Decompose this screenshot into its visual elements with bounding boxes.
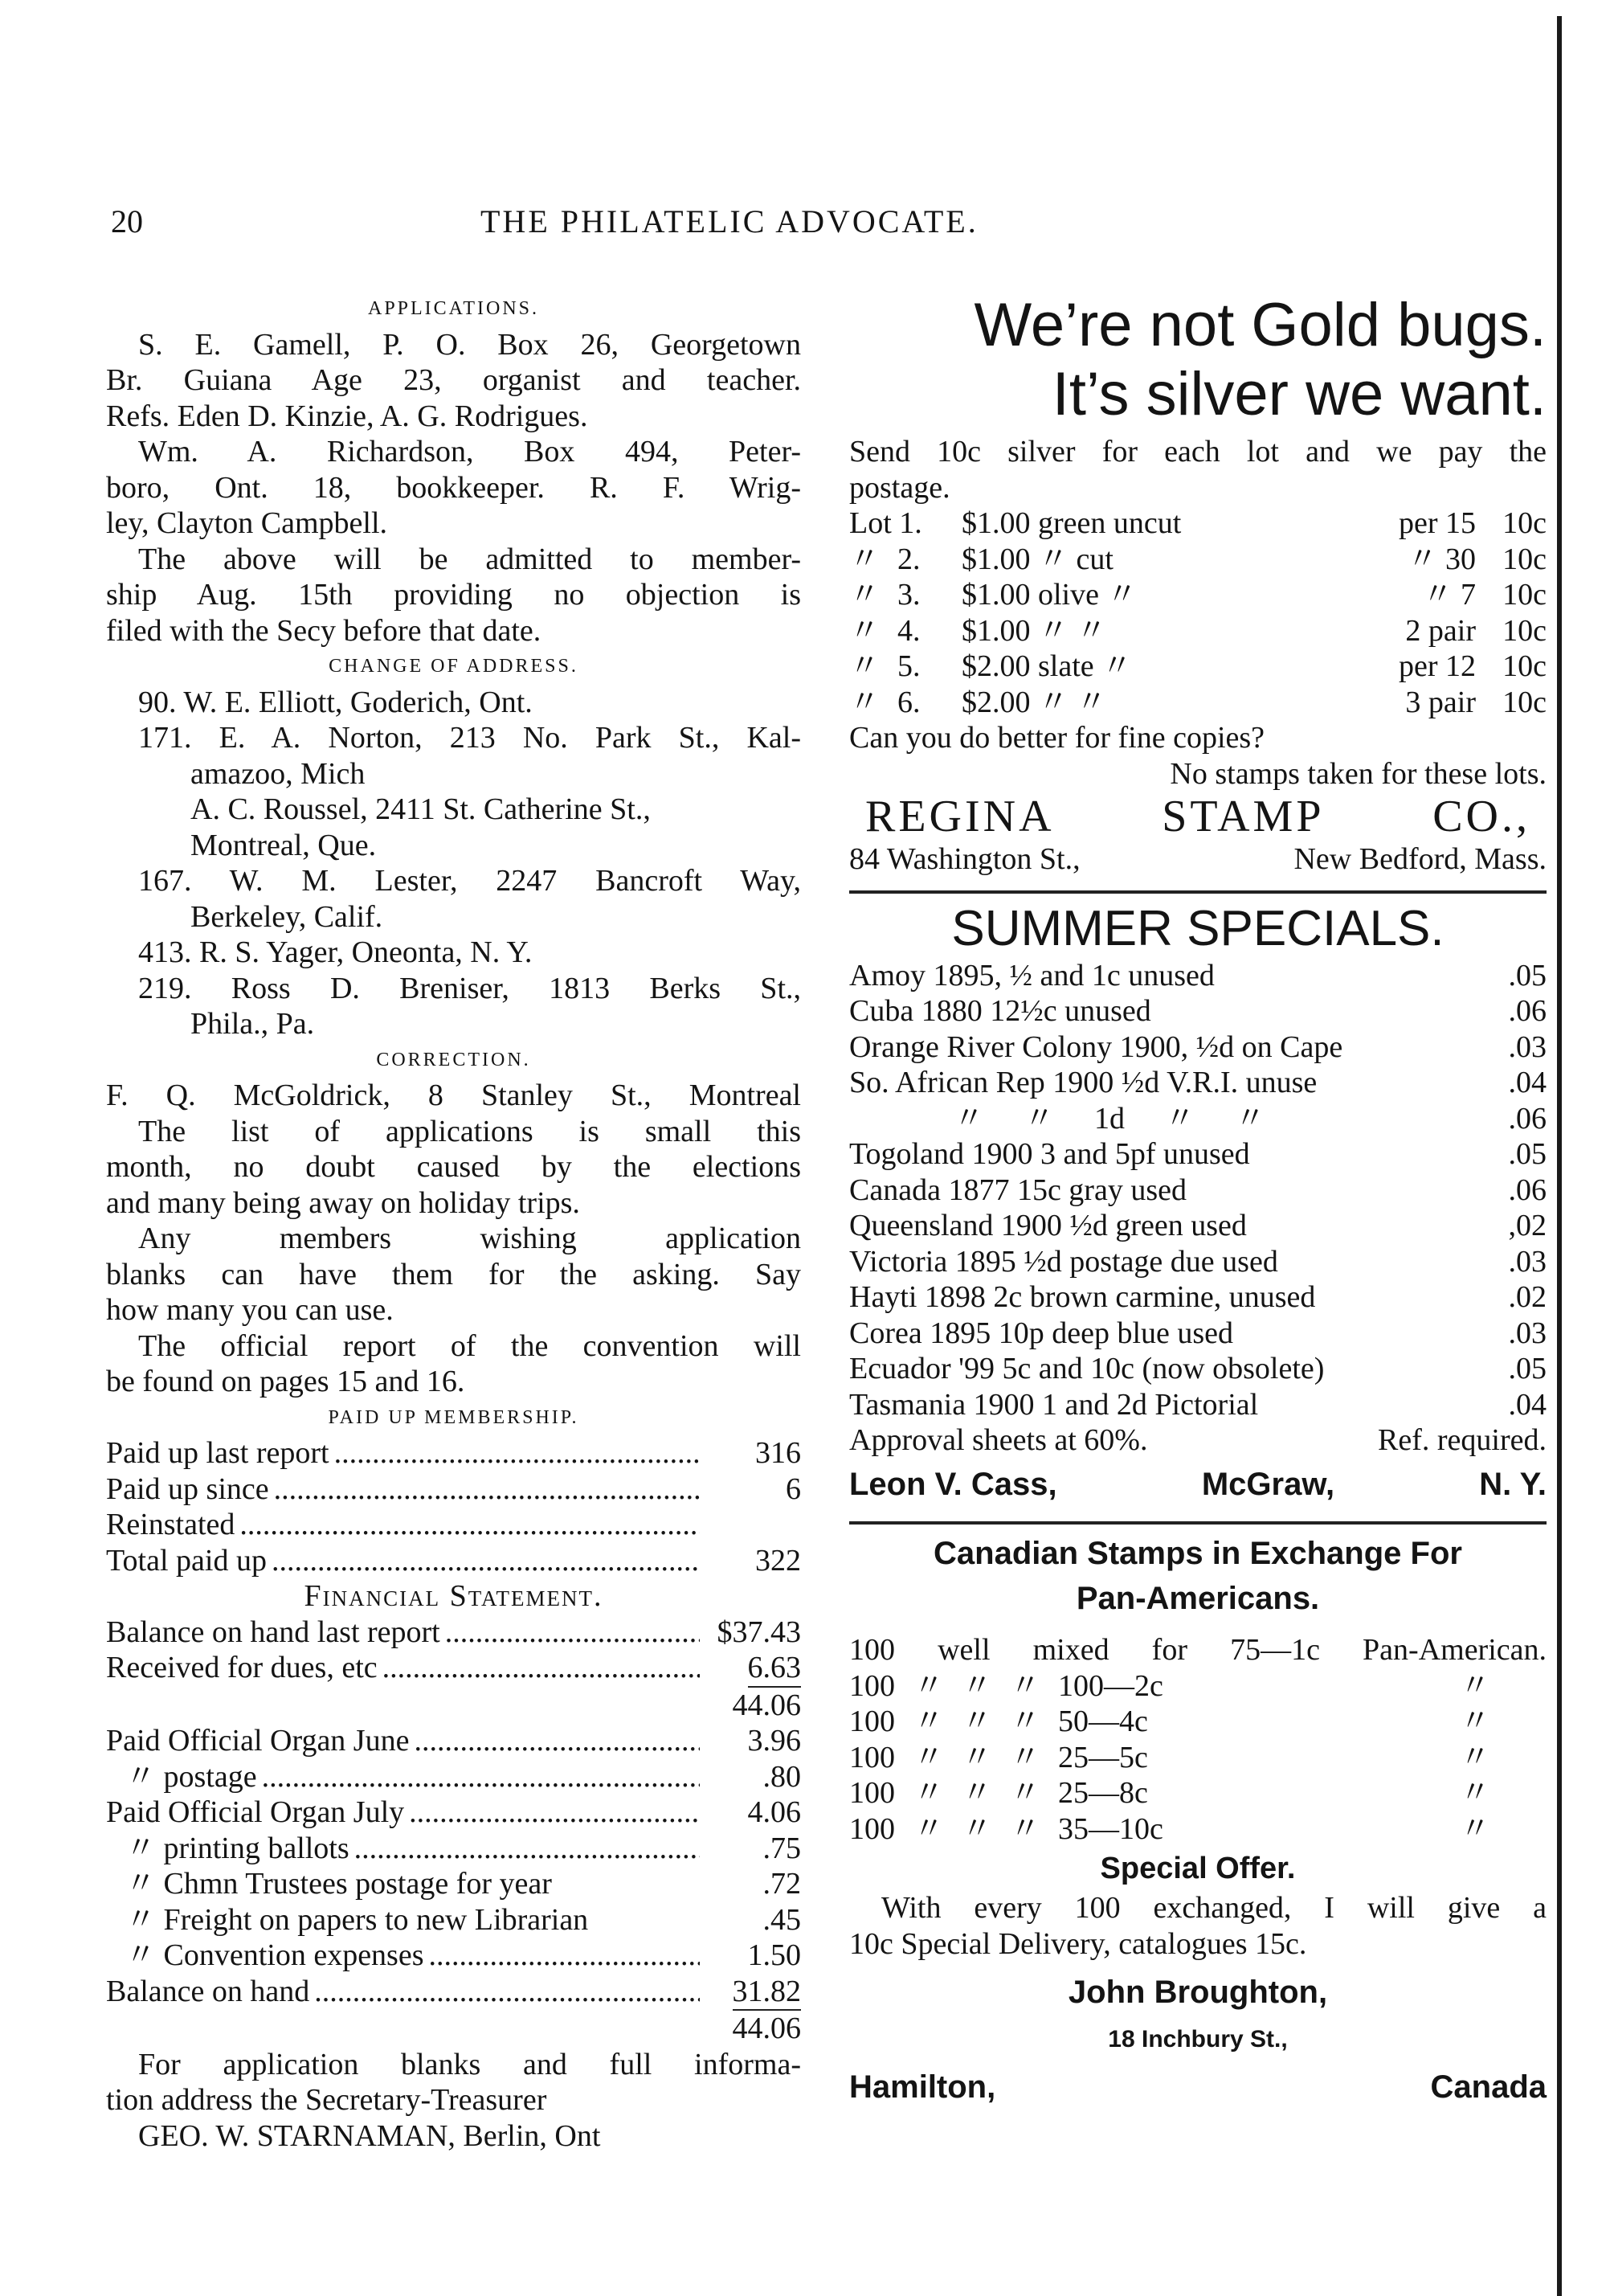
lot-cell <box>1203 613 1363 649</box>
special-item-text: Cuba 1880 12½c unused <box>849 994 1151 1028</box>
right-column <box>849 291 1547 2113</box>
summer-specials-list <box>849 958 1547 1423</box>
special-item-price: .06 <box>1508 994 1547 1028</box>
application-line: filed with the Secy before that date. <box>106 613 541 648</box>
page-number: 20 <box>111 203 143 239</box>
financial-value <box>705 1974 801 2012</box>
silver-ad-intro: Send 10c silver for each lot and we pay the <box>849 435 1547 469</box>
lot-cell: 10c <box>1502 506 1547 540</box>
financial-value <box>705 1650 801 1688</box>
application-line: Wm. A. Richardson, Box 494, Peter- <box>138 435 801 469</box>
special-item <box>849 1136 1547 1173</box>
address-change-line: 90. W. E. Elliott, Goderich, Ont. <box>138 685 533 719</box>
dealer-country: Canada <box>1430 2069 1547 2105</box>
paid-up-membership-heading: PAID UP MEMBERSHIP. <box>328 1406 579 1428</box>
exchange-cell: 25—8c <box>1058 1776 1148 1810</box>
membership-value: 6 <box>786 1471 801 1506</box>
lot-cell: $2.00 〃 〃 <box>962 685 1107 719</box>
special-item-text: Togoland 1900 3 and 5pf unused <box>849 1137 1250 1171</box>
financial-label: Received for dues, etc <box>106 1651 378 1684</box>
approval-line <box>849 1422 1547 1459</box>
exchange-cell: 35—10c <box>1058 1811 1163 1846</box>
exchange-row <box>849 1704 1547 1740</box>
applications-heading: APPLICATIONS. <box>367 298 540 319</box>
financial-row <box>106 1831 801 1867</box>
lot-row <box>849 542 1547 578</box>
special-item-price: .05 <box>1508 958 1547 992</box>
special-item-text: Victoria 1895 ½d postage due used <box>849 1244 1278 1279</box>
ad-divider <box>849 890 1547 894</box>
exchange-cell: 〃 <box>1459 1776 1490 1810</box>
lot-cell <box>1203 577 1363 613</box>
lot-cell: 〃 <box>849 542 881 576</box>
financial-subtotal-row <box>106 1688 801 1724</box>
exchange-cell: 〃 <box>1459 1668 1490 1703</box>
exchange-cell: 100 <box>849 1705 895 1738</box>
financial-value: .72 <box>762 1867 801 1901</box>
special-offer-line: 10c Special Delivery, catalogues 15c. <box>849 1926 1307 1961</box>
special-item <box>849 1244 1547 1280</box>
seller-name: Leon V. Cass, <box>849 1466 1057 1502</box>
special-item-price: .04 <box>1508 1387 1547 1422</box>
application-line: ship Aug. 15th providing no objection is <box>106 578 801 612</box>
special-item-price: .05 <box>1508 1137 1547 1171</box>
special-item-price: ,02 <box>1508 1209 1547 1242</box>
silver-ad-question: Can you do better for fine copies? <box>849 721 1265 755</box>
lot-cell: 3 pair <box>1405 685 1476 719</box>
exchange-cell: 100 <box>849 1668 895 1703</box>
lot-cell: 〃 30 <box>1407 542 1476 576</box>
special-item-text: Tasmania 1900 1 and 2d Pictorial <box>849 1387 1259 1422</box>
lot-cell: 2. <box>897 542 921 576</box>
membership-label: Total paid up <box>106 1543 267 1578</box>
address-change-line: amazoo, Mich <box>190 756 366 791</box>
financial-value: 4.06 <box>747 1795 801 1829</box>
financial-value: 3.96 <box>747 1724 801 1758</box>
special-item-text: Orange River Colony 1900, ½d on Cape <box>849 1029 1343 1064</box>
financial-value: 1.50 <box>747 1938 801 1972</box>
exchange-cell: 〃 <box>913 1705 945 1738</box>
exchange-cell: 100 <box>849 1776 895 1810</box>
membership-row <box>106 1471 801 1508</box>
financial-row <box>106 1795 801 1831</box>
lot-cell: 10c <box>1502 613 1547 648</box>
financial-value: $37.43 <box>717 1615 801 1649</box>
address-change-line: A. C. Roussel, 2411 St. Catherine St., <box>190 792 651 826</box>
seller-town: McGraw, <box>1201 1466 1335 1502</box>
membership-label: Paid up since <box>106 1471 269 1506</box>
exchange-cell: 〃 <box>962 1705 993 1738</box>
financial-value-underlined: 31.82 <box>733 1974 802 2012</box>
exchange-title: Pan-Americans. <box>1076 1581 1320 1616</box>
notice-line: how many you can use. <box>106 1293 394 1327</box>
application-line: Br. Guiana Age 23, organist and teacher. <box>106 363 801 397</box>
membership-row <box>106 1507 801 1543</box>
lot-cell: 2 pair <box>1405 613 1476 648</box>
special-item <box>849 1316 1547 1352</box>
lot-cell: 〃 <box>849 685 881 719</box>
exchange-cell: 〃 <box>1459 1705 1490 1738</box>
publication-title: THE PHILATELIC ADVOCATE. <box>480 203 979 239</box>
company-street: 84 Washington St., <box>849 842 1081 876</box>
special-item-text: 〃 〃 1d 〃 〃 <box>954 1101 1266 1136</box>
lot-cell <box>1203 685 1363 721</box>
financial-label: Balance on hand <box>106 1974 310 2008</box>
lot-cell: Lot 1. <box>849 506 922 540</box>
special-item-price: .05 <box>1508 1352 1547 1385</box>
application-line: ley, Clayton Campbell. <box>106 506 388 540</box>
address-change-line: 167. W. M. Lester, 2247 Bancroft Way, <box>138 864 801 898</box>
lot-cell: 4. <box>897 613 921 648</box>
left-column <box>106 291 801 2154</box>
special-item-price: .06 <box>1508 1173 1547 1207</box>
special-offer-title: Special Offer. <box>1100 1852 1296 1885</box>
correction-line: F. Q. McGoldrick, 8 Stanley St., Montreal <box>106 1078 801 1112</box>
lot-cell: $2.00 slate 〃 <box>962 649 1133 683</box>
special-item-text: So. African Rep 1900 ½d V.R.I. unuse <box>849 1066 1318 1099</box>
address-change-line: Phila., Pa. <box>190 1007 315 1041</box>
special-item <box>849 1173 1547 1209</box>
notice-line: and many being away on holiday trips. <box>106 1185 580 1220</box>
lot-cell: per 12 <box>1398 649 1476 683</box>
membership-label: Paid up last report <box>106 1436 329 1470</box>
correction-heading: CORRECTION. <box>376 1049 531 1070</box>
approval-text: Approval sheets at 60%. <box>849 1423 1148 1457</box>
notice-line: be found on pages 15 and 16. <box>106 1365 465 1398</box>
financial-total-row <box>106 2011 801 2047</box>
closing-signature: GEO. W. STARNAMAN, Berlin, Ont <box>138 2118 601 2153</box>
exchange-cell: 100 <box>849 1740 895 1774</box>
exchange-row <box>849 1668 1547 1705</box>
silver-ad-note: No stamps taken for these lots. <box>1170 756 1547 791</box>
exchange-rows <box>849 1668 1547 1848</box>
financial-subtotal: 44.06 <box>732 1688 801 1722</box>
exchange-cell: 〃 <box>1010 1740 1041 1774</box>
silver-ad-intro: postage. <box>849 470 950 505</box>
financial-total: 44.06 <box>732 2012 801 2045</box>
lot-cell: per 15 <box>1398 506 1476 540</box>
lot-cell: 5. <box>897 649 921 683</box>
notice-line: month, no doubt caused by the elections <box>106 1150 801 1184</box>
lot-cell: $1.00 olive 〃 <box>962 578 1138 612</box>
ad-divider <box>849 1521 1547 1525</box>
company-city: New Bedford, Mass. <box>1293 842 1547 876</box>
financial-label: 〃 Convention expenses <box>125 1938 424 1972</box>
financial-row <box>106 1615 801 1651</box>
financial-label: 〃 Chmn Trustees postage for year <box>125 1867 552 1901</box>
special-item-text: Queensland 1900 ½d green used <box>849 1209 1247 1242</box>
lot-row <box>849 577 1547 613</box>
special-item <box>849 1101 1547 1137</box>
membership-row <box>106 1435 801 1471</box>
address-change-line: Berkeley, Calif. <box>190 899 383 934</box>
special-offer-line: With every 100 exchanged, I will give a <box>881 1891 1547 1925</box>
special-item-price: .02 <box>1508 1280 1547 1314</box>
company-name: REGINA STAMP CO., <box>865 792 1530 841</box>
notice-line: blanks can have them for the asking. Say <box>106 1257 801 1291</box>
special-item <box>849 1065 1547 1101</box>
financial-statement-heading: Financial Statement. <box>304 1579 603 1613</box>
financial-value: .80 <box>762 1759 801 1794</box>
financial-label: 〃 printing ballots <box>125 1831 349 1865</box>
financial-row <box>106 1759 801 1795</box>
financial-label: 〃 Freight on papers to new Librarian <box>125 1902 589 1937</box>
exchange-title: Canadian Stamps in Exchange For <box>934 1536 1462 1571</box>
financial-row <box>106 1974 801 2012</box>
membership-row <box>106 1543 801 1579</box>
special-item <box>849 958 1547 994</box>
dealer-name: John Broughton, <box>1068 1975 1328 2010</box>
company-address <box>849 841 1547 878</box>
dealer-street: 18 Inchbury St., <box>1108 2026 1288 2052</box>
exchange-cell: 〃 <box>962 1811 993 1846</box>
lot-row <box>849 613 1547 649</box>
summer-specials-title: SUMMER SPECIALS. <box>951 900 1445 956</box>
exchange-row <box>849 1775 1547 1811</box>
application-line: boro, Ont. 18, bookkeeper. R. F. Wrig- <box>106 470 801 505</box>
seller-line <box>849 1467 1547 1503</box>
silver-ad-lots <box>849 505 1547 720</box>
financial-label: Paid Official Organ July <box>106 1795 405 1829</box>
exchange-cell: 〃 <box>913 1740 945 1774</box>
approval-ref: Ref. required. <box>1378 1423 1547 1457</box>
lot-cell: $1.00 〃 cut <box>962 542 1114 576</box>
seller-state: N. Y. <box>1479 1466 1547 1502</box>
lot-cell: 10c <box>1502 578 1547 612</box>
special-item <box>849 993 1547 1029</box>
lot-cell <box>897 505 962 542</box>
exchange-cell: 〃 <box>1459 1740 1490 1774</box>
financial-value-underlined: 6.63 <box>748 1650 802 1688</box>
lot-cell: 〃 <box>849 578 881 612</box>
lot-cell: $1.00 〃 〃 <box>962 613 1107 648</box>
financial-label: 〃 postage <box>125 1759 257 1794</box>
special-item <box>849 1029 1547 1066</box>
financial-row <box>106 1938 801 1974</box>
lot-cell: 6. <box>897 685 921 719</box>
lot-cell: 3. <box>897 578 921 612</box>
exchange-cell: 〃 <box>962 1740 993 1774</box>
exchange-cell: 〃 <box>1010 1811 1041 1846</box>
silver-ad-headline: We’re not Gold bugs. <box>974 291 1547 359</box>
lot-cell: 〃 <box>849 613 881 648</box>
financial-row <box>106 1866 801 1902</box>
financial-value: .45 <box>762 1902 801 1937</box>
special-item <box>849 1387 1547 1423</box>
address-change-line: 219. Ross D. Breniser, 1813 Berks St., <box>138 971 801 1005</box>
special-item-price: .06 <box>1508 1101 1547 1136</box>
special-item-price: .03 <box>1508 1316 1547 1350</box>
exchange-cell: 100—2c <box>1058 1668 1163 1703</box>
exchange-cell: 〃 <box>1010 1668 1041 1703</box>
special-item-price: .03 <box>1508 1244 1547 1279</box>
address-change-line: Montreal, Que. <box>190 828 377 862</box>
membership-value <box>705 1507 801 1543</box>
change-of-address-heading: CHANGE OF ADDRESS. <box>329 656 578 677</box>
exchange-cell: 〃 <box>913 1811 945 1846</box>
page-edge-rule <box>1557 16 1562 2296</box>
lot-row <box>849 649 1547 685</box>
special-item <box>849 1351 1547 1387</box>
lot-cell: 〃 7 <box>1422 578 1476 612</box>
notice-line: The official report of the convention will <box>138 1328 801 1363</box>
application-line: Refs. Eden D. Kinzie, A. G. Rodrigues. <box>106 399 588 433</box>
dealer-city-line <box>849 2061 1547 2113</box>
special-item-text: Amoy 1895, ½ and 1c unused <box>849 958 1215 992</box>
financial-label: Paid Official Organ June <box>106 1724 410 1758</box>
notice-line: Any members wishing application <box>138 1222 801 1255</box>
membership-label: Reinstated <box>106 1508 235 1541</box>
special-item-price: .04 <box>1508 1066 1547 1099</box>
lot-row <box>849 685 1547 721</box>
lot-cell: 10c <box>1502 542 1547 576</box>
exchange-cell: 〃 <box>1010 1705 1041 1738</box>
address-change-line: 171. E. A. Norton, 213 No. Park St., Kal- <box>138 721 801 755</box>
lot-cell <box>1203 542 1363 578</box>
financial-row <box>106 1723 801 1759</box>
financial-row <box>106 1650 801 1688</box>
exchange-cell: 50—4c <box>1058 1705 1148 1738</box>
application-line: S. E. Gamell, P. O. Box 26, Georgetown <box>138 327 801 362</box>
notice-line: The list of applications is small this <box>138 1114 801 1148</box>
lot-cell: 10c <box>1502 649 1547 683</box>
special-item <box>849 1279 1547 1316</box>
special-item-text: Corea 1895 10p deep blue used <box>849 1316 1234 1350</box>
lot-cell: 〃 <box>849 649 881 683</box>
membership-value: 322 <box>755 1543 801 1578</box>
address-change-line: 413. R. S. Yager, Oneonta, N. Y. <box>138 935 533 969</box>
lot-cell: 10c <box>1502 685 1547 719</box>
application-line: The above will be admitted to member- <box>138 542 801 576</box>
exchange-cell: 〃 <box>913 1776 945 1810</box>
closing-line: tion address the Secretary-Treasurer <box>106 2083 547 2117</box>
membership-value: 316 <box>755 1436 801 1470</box>
special-item-text: Hayti 1898 2c brown carmine, unused <box>849 1280 1316 1314</box>
exchange-cell: 〃 <box>1010 1776 1041 1810</box>
financial-row <box>106 1902 801 1938</box>
dealer-city: Hamilton, <box>849 2069 996 2105</box>
lot-cell: $1.00 green uncut <box>962 506 1182 540</box>
exchange-cell: 〃 <box>962 1776 993 1810</box>
special-item-text: Canada 1877 15c gray used <box>849 1173 1187 1207</box>
financial-label: Balance on hand last report <box>106 1615 440 1649</box>
special-item <box>849 1208 1547 1244</box>
lot-cell <box>1203 505 1363 542</box>
exchange-cell: 〃 <box>913 1668 945 1703</box>
exchange-cell: 25—5c <box>1058 1740 1148 1774</box>
special-item-text: Ecuador '99 5c and 10c (now obsolete) <box>849 1352 1325 1385</box>
closing-line: For application blanks and full informa- <box>138 2047 801 2081</box>
exchange-row <box>849 1811 1547 1848</box>
exchange-cell: 〃 <box>1459 1811 1490 1846</box>
exchange-row <box>849 1740 1547 1776</box>
exchange-cell: 100 <box>849 1811 895 1846</box>
special-item-price: .03 <box>1508 1029 1547 1064</box>
page-header <box>111 203 1107 251</box>
lot-cell <box>1203 649 1363 685</box>
silver-ad-headline: It’s silver we want. <box>1052 360 1547 428</box>
lot-row <box>849 505 1547 542</box>
exchange-first-line: 100 well mixed for 75—1c Pan-American. <box>849 1633 1547 1667</box>
exchange-cell: 〃 <box>962 1668 993 1703</box>
financial-value: .75 <box>762 1831 801 1865</box>
